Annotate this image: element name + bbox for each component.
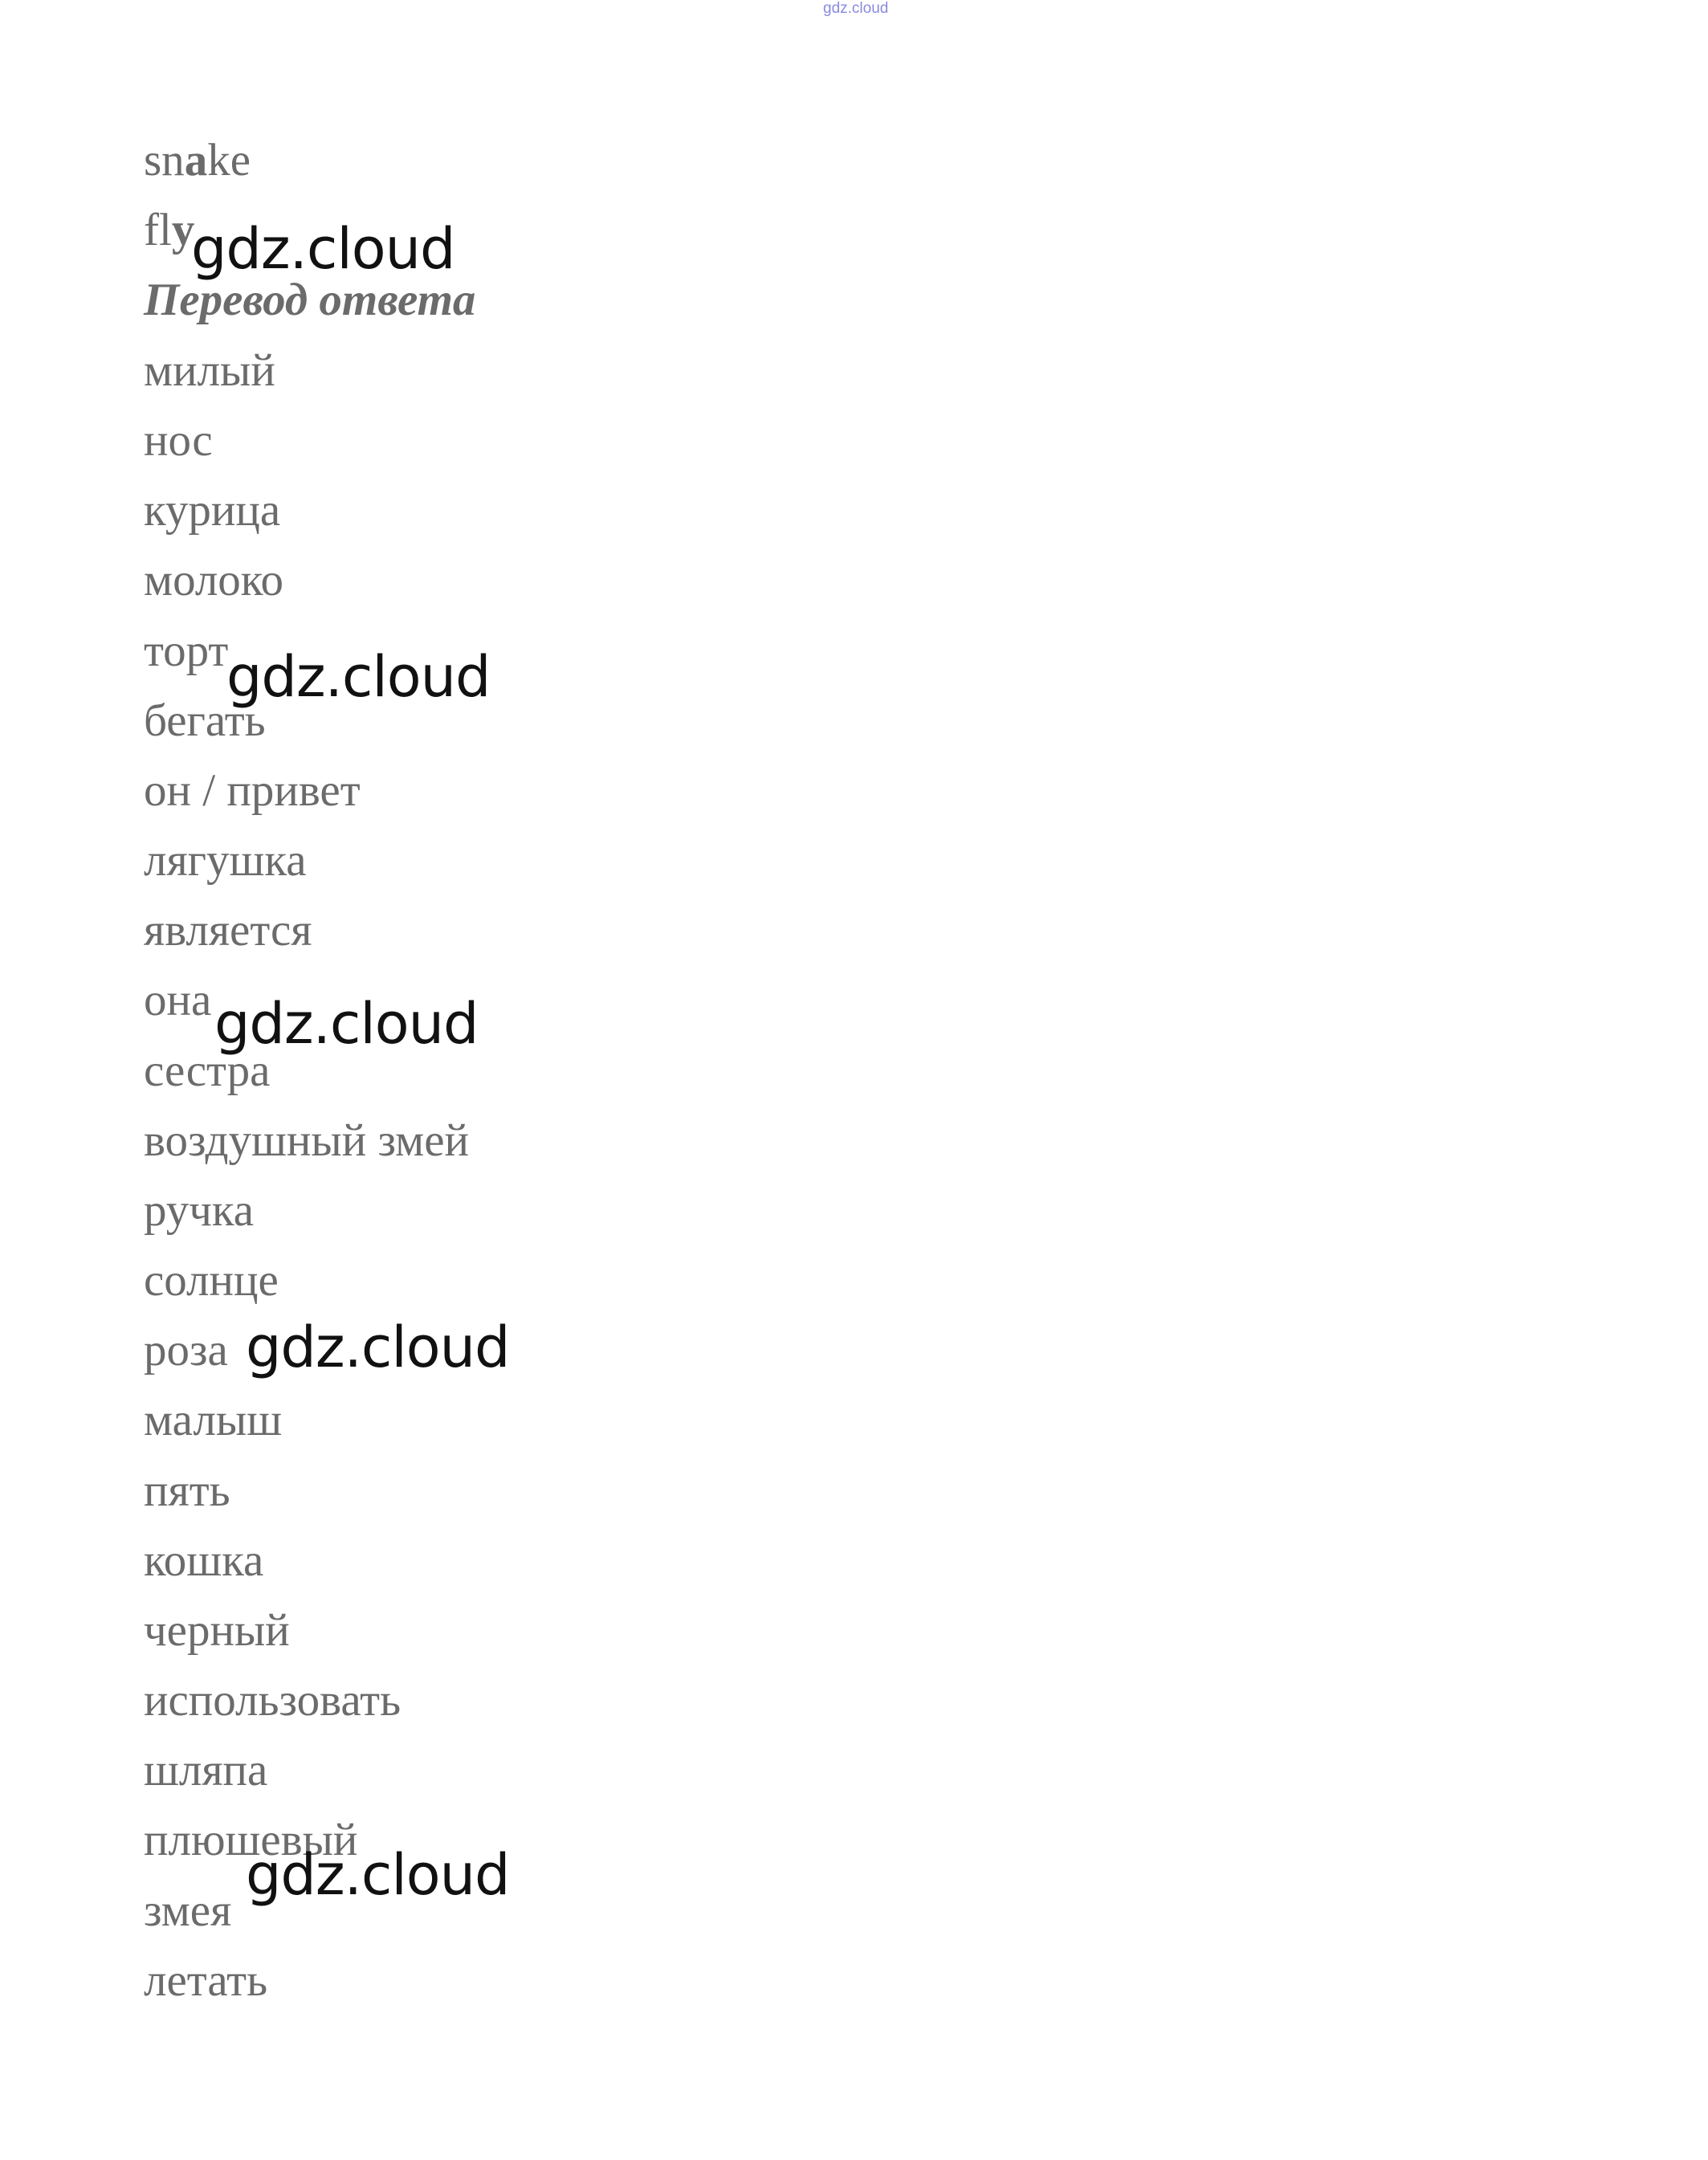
translation-item: она bbox=[144, 975, 212, 1025]
translation-item: нос bbox=[144, 415, 213, 466]
translation-item: пять bbox=[144, 1465, 230, 1516]
translation-item: милый bbox=[144, 345, 275, 396]
translation-item: курица bbox=[144, 485, 281, 536]
watermark: gdz.cloud bbox=[191, 216, 455, 282]
translation-item: бегать bbox=[144, 695, 266, 746]
translation-item: кошка bbox=[144, 1535, 264, 1586]
translation-item: малыш bbox=[144, 1395, 283, 1445]
translation-item: плюшевый bbox=[144, 1815, 358, 1865]
translation-heading: Перевод ответа bbox=[144, 275, 476, 325]
translation-item: лягушка bbox=[144, 835, 307, 886]
word-part: ke bbox=[207, 135, 251, 185]
translation-item: сестра bbox=[144, 1045, 271, 1096]
english-word-snake bbox=[144, 137, 251, 183]
watermark: gdz.cloud bbox=[214, 991, 479, 1057]
translation-item: черный bbox=[144, 1605, 290, 1656]
word-part: sn bbox=[144, 135, 185, 185]
english-word-fly bbox=[144, 207, 194, 253]
translation-item: является bbox=[144, 905, 312, 956]
translation-item: змея bbox=[144, 1885, 232, 1936]
watermark: gdz.cloud bbox=[226, 644, 491, 710]
translation-item: молоко bbox=[144, 555, 284, 605]
watermark: gdz.cloud bbox=[246, 1842, 510, 1908]
translation-item: он / привет bbox=[144, 765, 361, 816]
top-watermark: gdz.cloud bbox=[823, 0, 889, 17]
translation-item: солнце bbox=[144, 1255, 279, 1306]
highlighted-letter: y bbox=[171, 205, 195, 255]
translation-item: воздушный змей bbox=[144, 1115, 470, 1166]
translation-item: шляпа bbox=[144, 1745, 268, 1795]
translation-item: летать bbox=[144, 1955, 268, 2006]
watermark: gdz.cloud bbox=[246, 1314, 510, 1380]
translation-item: торт bbox=[144, 626, 229, 676]
highlighted-letter: a bbox=[184, 135, 208, 185]
translation-item: ручка bbox=[144, 1185, 255, 1236]
translation-item: использовать bbox=[144, 1675, 402, 1726]
translation-item: роза bbox=[144, 1325, 228, 1375]
word-part: fl bbox=[144, 205, 172, 255]
